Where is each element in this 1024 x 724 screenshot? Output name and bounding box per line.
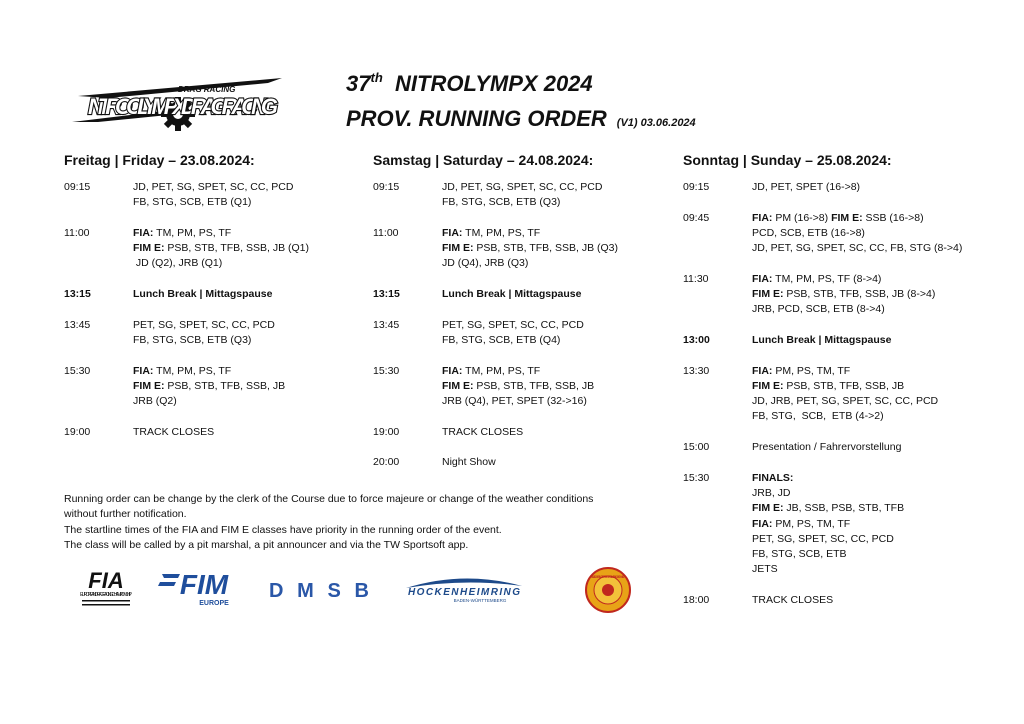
note-line: without further notification.	[64, 508, 187, 521]
class-group-label: FIM E:	[752, 502, 784, 515]
class-list: FB, STG, SCB, ETB (4->2)	[752, 410, 884, 423]
entry-line	[442, 180, 663, 195]
day-title-sunday: Sonntag | Sunday – 25.08.2024:	[683, 152, 892, 168]
schedule-entry	[683, 471, 983, 578]
class-list: JB, SSB, PSB, STB, TFB	[783, 502, 905, 515]
dmsb-logo	[266, 578, 372, 602]
entry-classes	[752, 211, 983, 257]
class-list: PM, PS, TM, TF	[772, 517, 851, 530]
schedule-entry	[64, 226, 354, 272]
class-list: JD, JRB, PET, SG, SPET, SC, CC, PCD	[752, 395, 939, 408]
day-title-friday: Freitag | Friday – 23.08.2024:	[64, 152, 255, 168]
class-list: TM, PM, PS, TF	[462, 226, 541, 239]
logo-text: NITRO OLYMPX DRAG RACING	[88, 94, 278, 119]
entry-line	[752, 517, 983, 532]
entry-line	[442, 195, 663, 210]
entry-line	[133, 333, 354, 348]
class-list: SSB (16->8)	[862, 211, 924, 224]
entry-line	[752, 593, 983, 608]
schedule-entry	[683, 333, 983, 348]
entry-time: 09:45	[683, 211, 710, 224]
class-list: FB, STG, SCB, ETB (Q1)	[133, 196, 252, 209]
class-list: Lunch Break | Mittagspause	[133, 288, 273, 301]
class-list: PSB, STB, TFB, SSB, JB (Q3)	[473, 242, 619, 255]
entry-classes	[442, 226, 663, 272]
class-list: FB, STG, SCB, ETB (Q3)	[442, 196, 561, 209]
entry-line	[133, 394, 354, 409]
class-list: JRB (Q2)	[133, 395, 177, 408]
schedule-entry	[373, 455, 663, 470]
class-group-label: FIM E:	[442, 242, 474, 255]
entry-line	[442, 333, 663, 348]
class-list: TRACK CLOSES	[752, 594, 834, 607]
entry-classes	[752, 471, 983, 578]
entry-time: 11:30	[683, 272, 709, 285]
class-list: JD, PET, SG, SPET, SC, CC, PCD	[442, 181, 603, 193]
class-list: TM, PM, PS, TF	[153, 364, 232, 377]
title-suffix: th	[370, 70, 383, 85]
schedule-saturday	[373, 180, 663, 486]
entry-classes	[752, 333, 983, 348]
fia-logo-text: FIA	[88, 568, 124, 593]
entry-line	[752, 333, 983, 348]
schedule-entry	[64, 425, 354, 440]
entry-line	[442, 287, 663, 302]
schedule-entry	[683, 440, 983, 455]
class-list: JD (Q2), JRB (Q1)	[133, 257, 223, 270]
class-list: PET, SG, SPET, SC, CC, PCD	[133, 318, 275, 331]
entry-line	[752, 272, 983, 287]
entry-line	[133, 379, 354, 394]
subtitle-text: PROV. RUNNING ORDER	[346, 106, 607, 131]
class-group-label: FIM E:	[831, 211, 863, 224]
entry-line	[133, 226, 354, 241]
entry-line	[752, 471, 983, 486]
entry-time: 13:00	[683, 333, 710, 346]
entry-line	[442, 226, 663, 241]
entry-line	[133, 180, 354, 195]
running-order-notes	[64, 492, 664, 553]
entry-line	[442, 241, 663, 256]
schedule-entry	[683, 180, 983, 195]
class-group-label: FIA:	[442, 226, 463, 239]
note-line: The class will be called by a pit marshal, a pit announcer and via the TW Sportsoft app.	[64, 538, 469, 551]
class-list: PET, SG, SPET, SC, CC, PCD	[442, 318, 584, 331]
class-group-label: FIA:	[752, 517, 773, 530]
entry-classes	[442, 455, 663, 470]
title-number: 37	[346, 71, 371, 96]
entry-time: 13:15	[373, 288, 400, 301]
class-list: PSB, STB, TFB, SSB, JB	[783, 379, 905, 392]
schedule-friday	[64, 180, 354, 455]
class-list: JRB, PCD, SCB, ETB (8->4)	[752, 303, 885, 316]
class-list: FB, STG, SCB, ETB (Q3)	[133, 333, 252, 346]
class-list: TM, PM, PS, TF	[153, 226, 232, 239]
class-list: PM, PS, TM, TF	[772, 364, 851, 377]
entry-time: 09:15	[683, 181, 710, 193]
entry-line	[442, 318, 663, 333]
schedule-sunday	[683, 180, 983, 624]
class-list: JD, PET, SG, SPET, SC, CC, FB, STG (8->4)	[752, 242, 963, 255]
schedule-entry	[64, 318, 354, 349]
entry-line	[133, 425, 354, 440]
schedule-entry	[64, 287, 354, 302]
entry-line	[752, 287, 983, 302]
class-group-label: FIM E:	[442, 379, 474, 392]
class-group-label: FIM E:	[133, 379, 165, 392]
class-list: Presentation / Fahrervorstellung	[752, 441, 902, 454]
entry-classes	[442, 287, 663, 302]
schedule-entry	[373, 318, 663, 349]
entry-classes	[133, 425, 354, 440]
schedule-entry	[64, 180, 354, 211]
entry-line	[442, 394, 663, 409]
class-list: Lunch Break | Mittagspause	[442, 288, 582, 301]
fim-europe-logo	[158, 568, 240, 608]
schedule-entry	[373, 364, 663, 410]
class-list: PET, SG, SPET, SC, CC, PCD	[752, 532, 894, 545]
class-group-label: FIA:	[752, 272, 773, 285]
schedule-entry	[683, 272, 983, 318]
class-list: Night Show	[442, 456, 496, 469]
event-title	[346, 70, 593, 97]
entry-line	[133, 195, 354, 210]
class-list: Lunch Break | Mittagspause	[752, 333, 892, 346]
title-event: NITROLYMPX 2024	[395, 71, 593, 96]
class-list: JD, PET, SPET (16->8)	[752, 181, 861, 193]
entry-line	[752, 302, 983, 317]
class-list: TM, PM, PS, TF (8->4)	[772, 272, 882, 285]
class-list: FB, STG, SCB, ETB (Q4)	[442, 333, 561, 346]
entry-time: 15:30	[64, 364, 91, 377]
entry-line	[752, 532, 983, 547]
class-list: JD (Q4), JRB (Q3)	[442, 257, 529, 270]
class-list: FB, STG, SCB, ETB	[752, 548, 847, 561]
class-group-label: FIM E:	[752, 288, 784, 301]
class-list: PSB, STB, TFB, SSB, JB (8->4)	[783, 288, 936, 301]
entry-line	[442, 379, 663, 394]
schedule-entry	[683, 593, 983, 608]
note-line: Running order can be change by the clerk of the Course due to force majeure or change of the weather conditions	[64, 493, 594, 505]
entry-classes	[133, 180, 354, 211]
entry-classes	[752, 593, 983, 608]
entry-line	[133, 241, 354, 256]
class-list: JRB (Q4), PET, SPET (32->16)	[442, 395, 587, 408]
note-line: The startline times of the FIA and FIM E classes have priority in the running order of the event.	[64, 523, 502, 536]
nitrolympx-logo	[68, 70, 292, 132]
class-list: JD, PET, SG, SPET, SC, CC, PCD	[133, 181, 294, 193]
class-group-label: FIA:	[442, 364, 463, 377]
entry-classes	[133, 364, 354, 410]
class-list: TM, PM, PS, TF	[462, 364, 541, 377]
entry-line	[752, 547, 983, 562]
entry-time: 11:00	[64, 226, 90, 239]
entry-line	[442, 455, 663, 470]
entry-classes	[133, 318, 354, 349]
entry-classes	[752, 364, 983, 425]
entry-time: 19:00	[373, 425, 400, 438]
class-group-label: FINALS:	[752, 471, 794, 484]
entry-classes	[133, 226, 354, 272]
entry-line	[752, 440, 983, 455]
entry-classes	[442, 364, 663, 410]
entry-classes	[752, 272, 983, 318]
class-group-label: FIA:	[133, 364, 154, 377]
class-group-label: FIA:	[752, 364, 773, 377]
day-title-saturday: Samstag | Saturday – 24.08.2024:	[373, 152, 594, 168]
entry-time: 13:15	[64, 288, 91, 301]
entry-time: 20:00	[373, 456, 400, 469]
entry-line	[442, 364, 663, 379]
class-list: PSB, STB, TFB, SSB, JB (Q1)	[164, 242, 310, 255]
entry-line	[752, 562, 983, 577]
class-group-label: FIA:	[752, 211, 773, 224]
dmsb-logo-text: DMSB	[269, 580, 369, 602]
entry-line	[752, 241, 983, 256]
entry-time: 09:15	[64, 181, 91, 193]
page-subtitle	[346, 106, 696, 132]
schedule-entry	[373, 425, 663, 440]
entry-line	[133, 364, 354, 379]
fim-logo-subtext: EUROPE	[199, 600, 229, 607]
class-list: TRACK CLOSES	[133, 425, 215, 438]
entry-line	[752, 501, 983, 516]
entry-classes	[752, 440, 983, 455]
schedule-entry	[683, 364, 983, 425]
schedule-entry	[64, 364, 354, 410]
entry-line	[752, 486, 983, 501]
schedule-entry	[683, 211, 983, 257]
logo-subtext: DRAG RACING	[178, 85, 236, 94]
entry-classes	[442, 318, 663, 349]
schedule-entry	[373, 226, 663, 272]
entry-line	[752, 409, 983, 424]
hockenheim-logo-subtext: BADEN-WÜRTTEMBERG	[453, 598, 507, 603]
fia-logo	[78, 566, 134, 612]
class-list: PSB, STB, TFB, SSB, JB	[164, 379, 286, 392]
entry-time: 13:30	[683, 364, 710, 377]
entry-line	[442, 256, 663, 271]
class-list: PCD, SCB, ETB (16->8)	[752, 226, 865, 239]
entry-line	[133, 287, 354, 302]
entry-time: 15:30	[683, 471, 710, 484]
class-list: JRB, JD	[752, 486, 791, 499]
entry-line	[752, 180, 983, 195]
entry-time: 15:00	[683, 441, 710, 454]
class-group-label: FIM E:	[752, 379, 784, 392]
entry-line	[133, 318, 354, 333]
entry-line	[752, 226, 983, 241]
entry-line	[752, 364, 983, 379]
class-list: JETS	[752, 563, 778, 576]
entry-line	[752, 394, 983, 409]
entry-time: 19:00	[64, 425, 91, 438]
hockenheim-logo-text: HOCKENHEIMRING	[408, 587, 520, 598]
club-logo-text: BADISCHER MOTORSPORT-CLUB E.V. HOCKENHEIM	[591, 575, 625, 579]
schedule-entry	[373, 180, 663, 211]
entry-line	[133, 256, 354, 271]
class-list: TRACK CLOSES	[442, 425, 524, 438]
entry-classes	[442, 425, 663, 440]
bmc-hockenheim-logo	[582, 566, 634, 614]
class-list: PSB, STB, TFB, SSB, JB	[473, 379, 595, 392]
entry-time: 11:00	[373, 226, 399, 239]
entry-classes	[442, 180, 663, 211]
entry-time: 09:15	[373, 181, 400, 193]
class-group-label: FIM E:	[133, 242, 165, 255]
class-group-label: FIA:	[133, 226, 154, 239]
version-label: (V1) 03.06.2024	[616, 117, 696, 129]
entry-line	[442, 425, 663, 440]
hockenheimring-logo	[402, 574, 526, 606]
fim-logo-text: FIM	[179, 569, 229, 600]
fia-logo-subtext: EUROPEAN DRAG RACING CHAMPIONSHIP	[80, 592, 132, 598]
schedule-entry	[373, 287, 663, 302]
class-list: PM (16->8)	[772, 211, 832, 224]
entry-classes	[752, 180, 983, 195]
entry-line	[752, 211, 983, 226]
entry-classes	[133, 287, 354, 302]
entry-time: 13:45	[64, 318, 91, 331]
entry-line	[752, 379, 983, 394]
entry-time: 15:30	[373, 364, 400, 377]
entry-time: 18:00	[683, 594, 710, 607]
entry-time: 13:45	[373, 318, 400, 331]
